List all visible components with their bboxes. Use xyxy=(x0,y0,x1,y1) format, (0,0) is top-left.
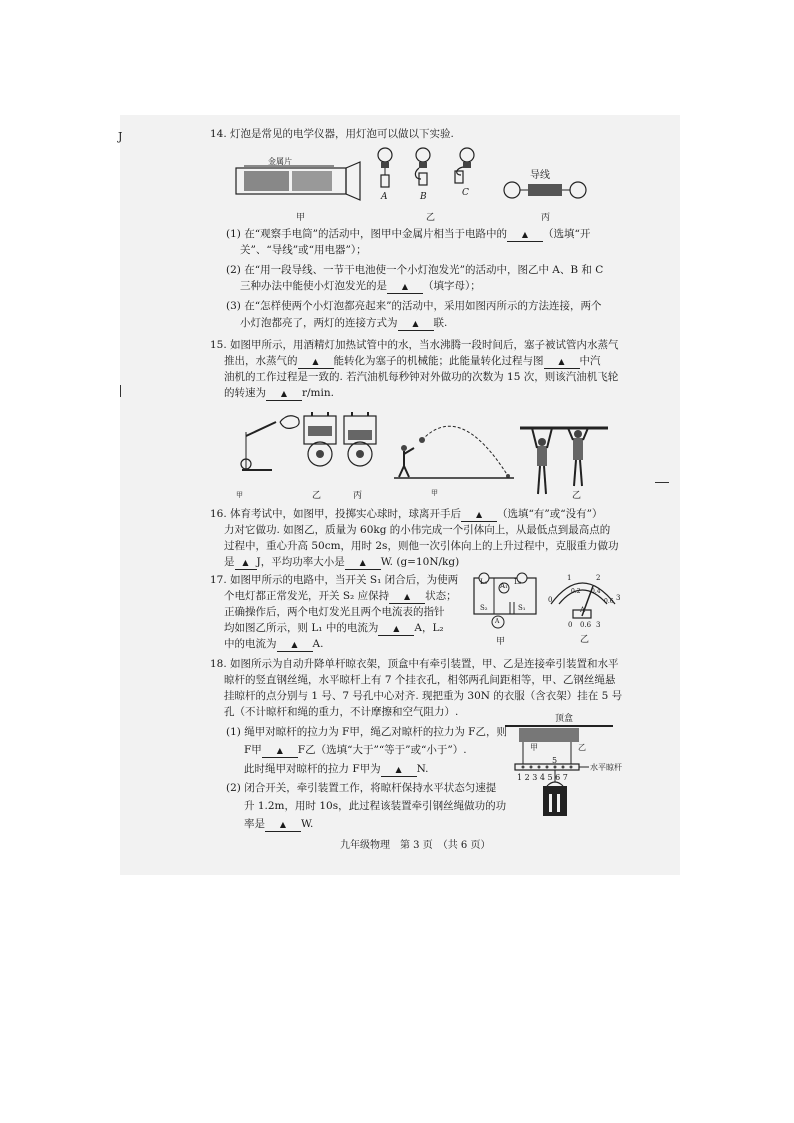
l2-label: L₂ xyxy=(514,578,522,586)
q15-fig-yi: 乙 xyxy=(312,491,322,501)
dial-top-2: 2 xyxy=(596,574,601,582)
q14-figure-flashlight xyxy=(234,160,364,205)
a-label: A xyxy=(495,618,500,625)
s2-label: S₂ xyxy=(480,604,488,612)
top-box-label: 顶盒 xyxy=(555,714,574,724)
dial-mid-02: 0.2 xyxy=(571,588,581,595)
q17-figure-ammeter-dial xyxy=(545,568,620,623)
q15-fig-jia: 甲 xyxy=(236,491,243,499)
terminal-06: 0.6 xyxy=(580,621,592,629)
q15-line4: 的转速为 ▲ r/min. xyxy=(224,387,334,399)
q17-line1: 17. 如图甲所示的电路中，当开关 S₁ 闭合后，为使两 xyxy=(210,574,459,586)
rope-yi-label: 乙 xyxy=(578,743,586,752)
margin-dash xyxy=(655,482,669,483)
q18-line4: 孔（不计晾杆和绳的重力，不计摩擦和空气阻力）. xyxy=(224,706,459,718)
terminal-0: 0 xyxy=(568,621,573,629)
q17-line5: 中的电流为 ▲ A. xyxy=(224,638,324,650)
q14-part3: (3) 在“怎样使两个小灯泡都亮起来”的活动中，采用如图丙所示的方法连接，两个 xyxy=(226,300,602,312)
q15-figure-test-tube xyxy=(232,412,302,474)
q14-fig-jia: 甲 xyxy=(296,213,306,223)
q14-part2: (2) 在“用一段导线、一节干电池使一个小灯泡发光”的活动中，图乙中 A、B 和 C xyxy=(226,264,604,276)
q17-line4: 均如图乙所示，则 L₁ 中的电流为 ▲ A，L₂ xyxy=(224,622,444,634)
dial-mid-06: 0.6 xyxy=(604,598,614,605)
q15-figure-engine-yi xyxy=(300,410,340,470)
q16-line1: 16. 体育考试中，如图甲，投掷实心球时，球离开手后 ▲ （选填“有”或“没有”） xyxy=(210,508,603,520)
q17-fig-jia: 甲 xyxy=(496,637,506,647)
dial-top-3: 3 xyxy=(616,594,621,602)
q14-fig-bing: 丙 xyxy=(541,213,551,223)
hole-five-label: 5 xyxy=(552,756,558,765)
q18-part2-end: 率是 ▲ W. xyxy=(244,818,314,830)
bulb-c-label: C xyxy=(462,188,469,198)
q17-line2: 个电灯都正常发光，开关 S₂ 应保持 ▲ 状态； xyxy=(224,590,457,602)
q18-part2: (2) 闭合开关，牵引装置工作，将晾杆保持水平状态匀速提 xyxy=(226,782,497,794)
hole-numbers: 1 2 3 4 5 6 7 xyxy=(517,773,568,782)
metal-label: 金属片 xyxy=(268,157,292,166)
q16-line2: 力对它做功. 如图乙，质量为 60kg 的小伟完成一个引体向上，从最低点到最高点的 xyxy=(224,524,611,536)
q14-figure-bulbs xyxy=(375,145,490,200)
q18-line2: 晾杆的竖直钢丝绳，水平晾杆上有 7 个挂衣孔，相邻两孔间距相等，甲、乙钢丝绳悬 xyxy=(224,674,616,686)
s1-label: S₁ xyxy=(518,604,526,612)
q15-line1: 15. 如图甲所示，用酒精灯加热试管中的水，当水沸腾一段时间后，塞子被试管内水蒸气 xyxy=(210,339,619,351)
q15-figure-engine-bing xyxy=(340,410,380,470)
q16-line3: 过程中，重心升高 50cm，用时 2s，则他一次引体向上的上升过程中，克服重力做功 xyxy=(224,540,619,552)
wire-label: 导线 xyxy=(530,170,550,181)
q18-part2-cont: 升 1.2m，用时 10s，此过程该装置牵引钢丝绳做功的功 xyxy=(244,800,507,812)
bulb-b-label: B xyxy=(420,192,427,202)
margin-tick xyxy=(120,385,121,397)
q16-line4: 是 ▲ J，平均功率大小是 ▲ W. (g=10N/kg) xyxy=(224,556,460,568)
q14-part1: (1) 在“观察手电筒”的活动中，图甲中金属片相当于电路中的 ▲ （选填“开 xyxy=(226,228,591,240)
q16-figure-shot-put xyxy=(390,420,515,480)
dial-top-1: 1 xyxy=(567,574,572,582)
q15-line3: 油机的工作过程是一致的. 若汽油机每秒钟对外做功的次数为 15 次，则该汽油机飞轮 xyxy=(224,371,619,383)
dial-top-0: 0 xyxy=(548,596,553,604)
q18-part1: (1) 绳甲对晾杆的拉力为 F甲，绳乙对晾杆的拉力为 F乙，则 xyxy=(226,726,507,738)
q17-fig-yi: 乙 xyxy=(580,635,590,645)
dial-mid-04: 0.4 xyxy=(591,588,601,595)
q15-line2: 推出，水蒸气的 ▲ 能转化为塞子的机械能；此能量转化过程与图 ▲ 中汽 xyxy=(224,355,601,367)
q16-figure-pull-up xyxy=(520,424,610,496)
page-footer: 九年级物理 第 3 页 （共 6 页） xyxy=(340,840,491,851)
q17-line3: 正确操作后，两个电灯发光且两个电流表的指针 xyxy=(224,606,445,618)
rod-label: 水平晾杆 xyxy=(590,763,622,772)
bulb-a-label: A xyxy=(381,192,388,202)
q18-line1: 18. 如图所示为自动升降单杆晾衣架，顶盒中有牵引装置，甲、乙是连接牵引装置和水平 xyxy=(210,658,619,670)
q16-fig-yi: 乙 xyxy=(572,491,582,501)
q18-part1-force: 此时绳甲对晾杆的拉力 F甲为 ▲ N. xyxy=(244,763,429,775)
margin-mark: J xyxy=(118,130,123,143)
terminal-3: 3 xyxy=(596,621,601,629)
q16-fig-jia: 甲 xyxy=(431,489,438,497)
q14-stem: 14. 灯泡是常见的电学仪器，用灯泡可以做以下实验. xyxy=(210,128,454,140)
q18-part1-compare: F甲 ▲ F乙（选填“大于”“等于”或“小于”）. xyxy=(244,744,467,756)
q14-part2-cont: 三种办法中能使小灯泡发光的是 ▲ （填字母）； xyxy=(240,280,481,292)
dial-a-label: A xyxy=(580,606,586,614)
q14-figure-series-bulbs xyxy=(500,178,590,202)
q14-part1-cont: 关”、“导线”或“用电器”）； xyxy=(240,244,367,256)
rope-jia-label: 甲 xyxy=(530,743,538,752)
q18-line3: 挂晾杆的点分别与 1 号、7 号孔中心对齐. 现把重为 30N 的衣服（含衣架）挂在 5 号 xyxy=(224,690,623,702)
q14-part3-cont: 小灯泡都亮了，两灯的连接方式为 ▲ 联. xyxy=(240,317,448,329)
q14-fig-yi: 乙 xyxy=(426,213,436,223)
a1-label: A₁ xyxy=(500,582,508,590)
l1-label: L₁ xyxy=(480,578,488,586)
q15-fig-bing: 丙 xyxy=(353,491,363,501)
